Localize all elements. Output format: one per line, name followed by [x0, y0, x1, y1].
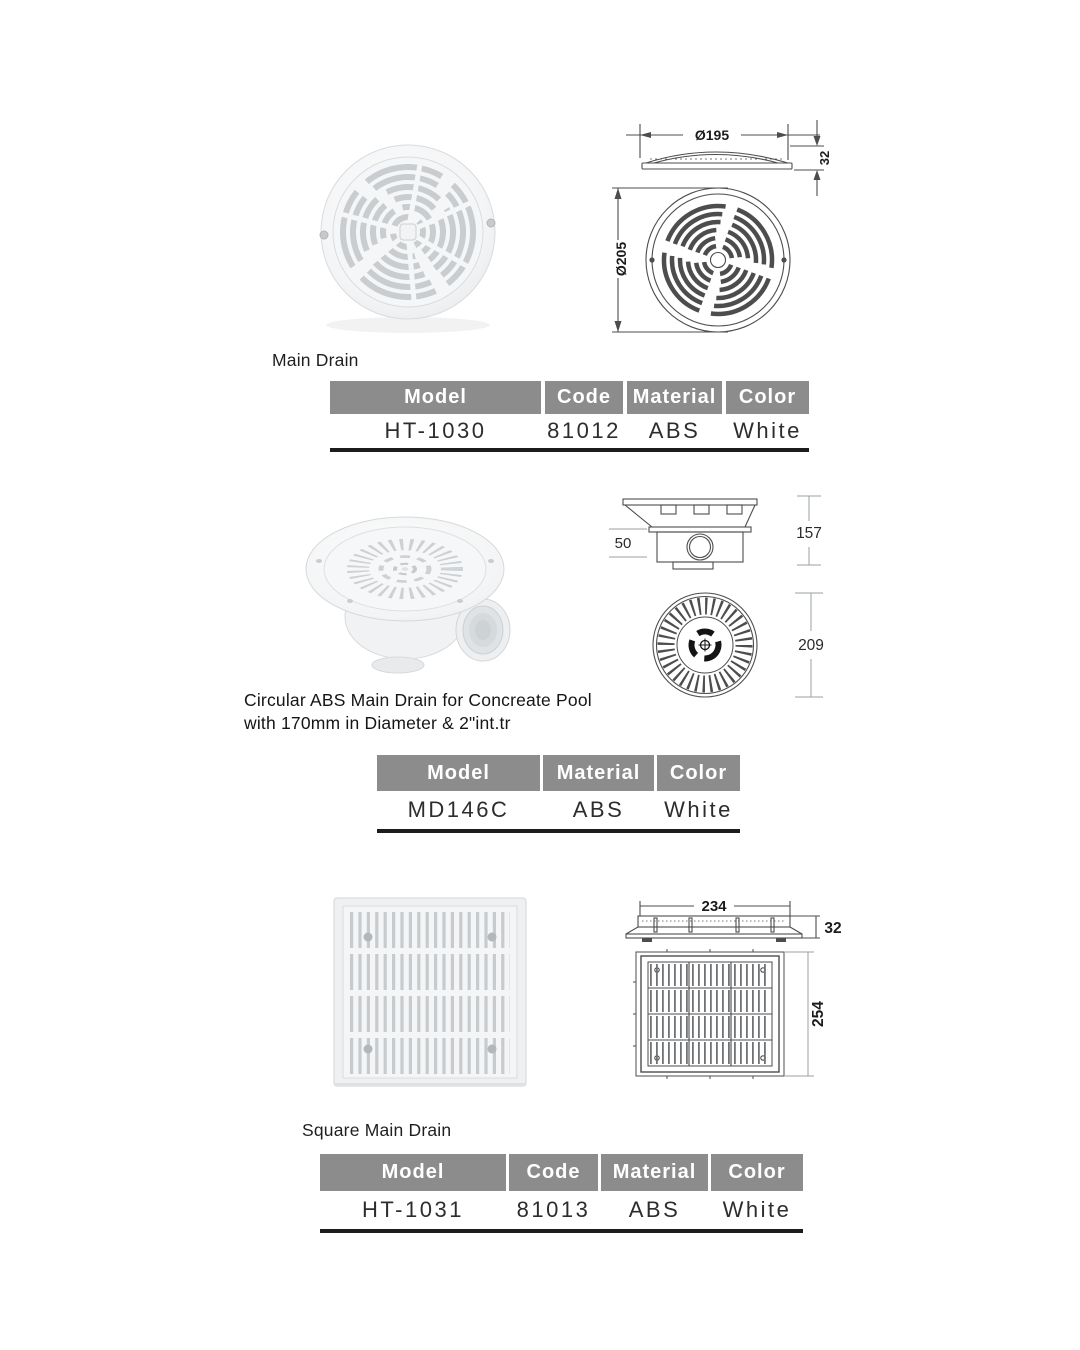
screw-hole [488, 933, 497, 942]
dim-label-width-254: 254 [810, 1001, 827, 1027]
spec-table-ht1031 [320, 1154, 803, 1233]
flange-screw [457, 599, 463, 603]
table-underline [330, 448, 809, 452]
header-material: Material [601, 1154, 708, 1191]
cell-color: White [664, 797, 733, 822]
dim-label-diameter-195: Ø195 [694, 127, 730, 143]
product-description [244, 689, 592, 735]
table-data-row [330, 414, 809, 448]
screw-hole [364, 1045, 373, 1054]
dim-label-height-32: 32 [817, 150, 832, 166]
table-header-row [320, 1154, 803, 1191]
header-color: Color [657, 755, 740, 791]
header-code: Code [545, 381, 623, 414]
flange-screw [488, 559, 494, 563]
circular-drain-dimension-drawing [608, 110, 843, 340]
cell-color: White [722, 1197, 792, 1222]
table-underline [320, 1229, 803, 1233]
header-color: Color [726, 381, 809, 414]
table-underline [377, 829, 740, 833]
header-model: Model [377, 755, 540, 791]
description-line-1: Circular ABS Main Drain for Concreate Pool [244, 690, 592, 710]
screw-hole [488, 1045, 497, 1054]
flange-screw [316, 559, 322, 563]
cell-model: HT-1031 [362, 1197, 464, 1222]
flange-screw [347, 599, 353, 603]
spec-table-ht1030 [330, 381, 809, 452]
header-code: Code [509, 1154, 598, 1191]
table-header-row [377, 755, 740, 791]
screw-hole [364, 933, 373, 942]
description-line-2: with 170mm in Diameter & 2"int.tr [244, 713, 511, 733]
table-data-row [377, 791, 740, 829]
cell-material: ABS [648, 418, 701, 443]
spec-table-md146c [377, 755, 740, 833]
header-color: Color [711, 1154, 803, 1191]
circular-abs-drain-dimension-drawing [605, 485, 845, 720]
square-drain-dimension-drawing [612, 890, 847, 1095]
cell-color: White [733, 418, 802, 443]
cell-code: 81012 [547, 418, 621, 443]
cell-material: ABS [572, 797, 625, 822]
table-header-row [330, 381, 809, 414]
dim-label-height-157: 157 [796, 525, 822, 542]
circular-drain-photo [300, 128, 515, 338]
cell-model: MD146C [407, 797, 510, 822]
dim-label-diameter-209: 209 [798, 637, 824, 654]
header-model: Model [330, 381, 541, 414]
cell-code: 81013 [516, 1197, 591, 1222]
dim-label-diameter-205: Ø205 [613, 241, 629, 277]
header-material: Material [543, 755, 654, 791]
circular-abs-drain-photo [293, 487, 518, 687]
header-material: Material [627, 381, 722, 414]
section-label-main-drain: Main Drain [272, 350, 359, 370]
screw-hole [320, 231, 328, 239]
cell-model: HT-1030 [384, 418, 487, 443]
dim-label-width-234: 234 [701, 898, 727, 915]
table-data-row [320, 1191, 803, 1229]
screw-hole [487, 219, 495, 227]
square-drain-photo [328, 890, 533, 1095]
dim-label-depth-50: 50 [614, 535, 632, 552]
header-model: Model [320, 1154, 506, 1191]
cell-material: ABS [628, 1197, 681, 1222]
section-label-square-main-drain: Square Main Drain [302, 1120, 452, 1140]
dim-label-height-32: 32 [824, 920, 842, 937]
